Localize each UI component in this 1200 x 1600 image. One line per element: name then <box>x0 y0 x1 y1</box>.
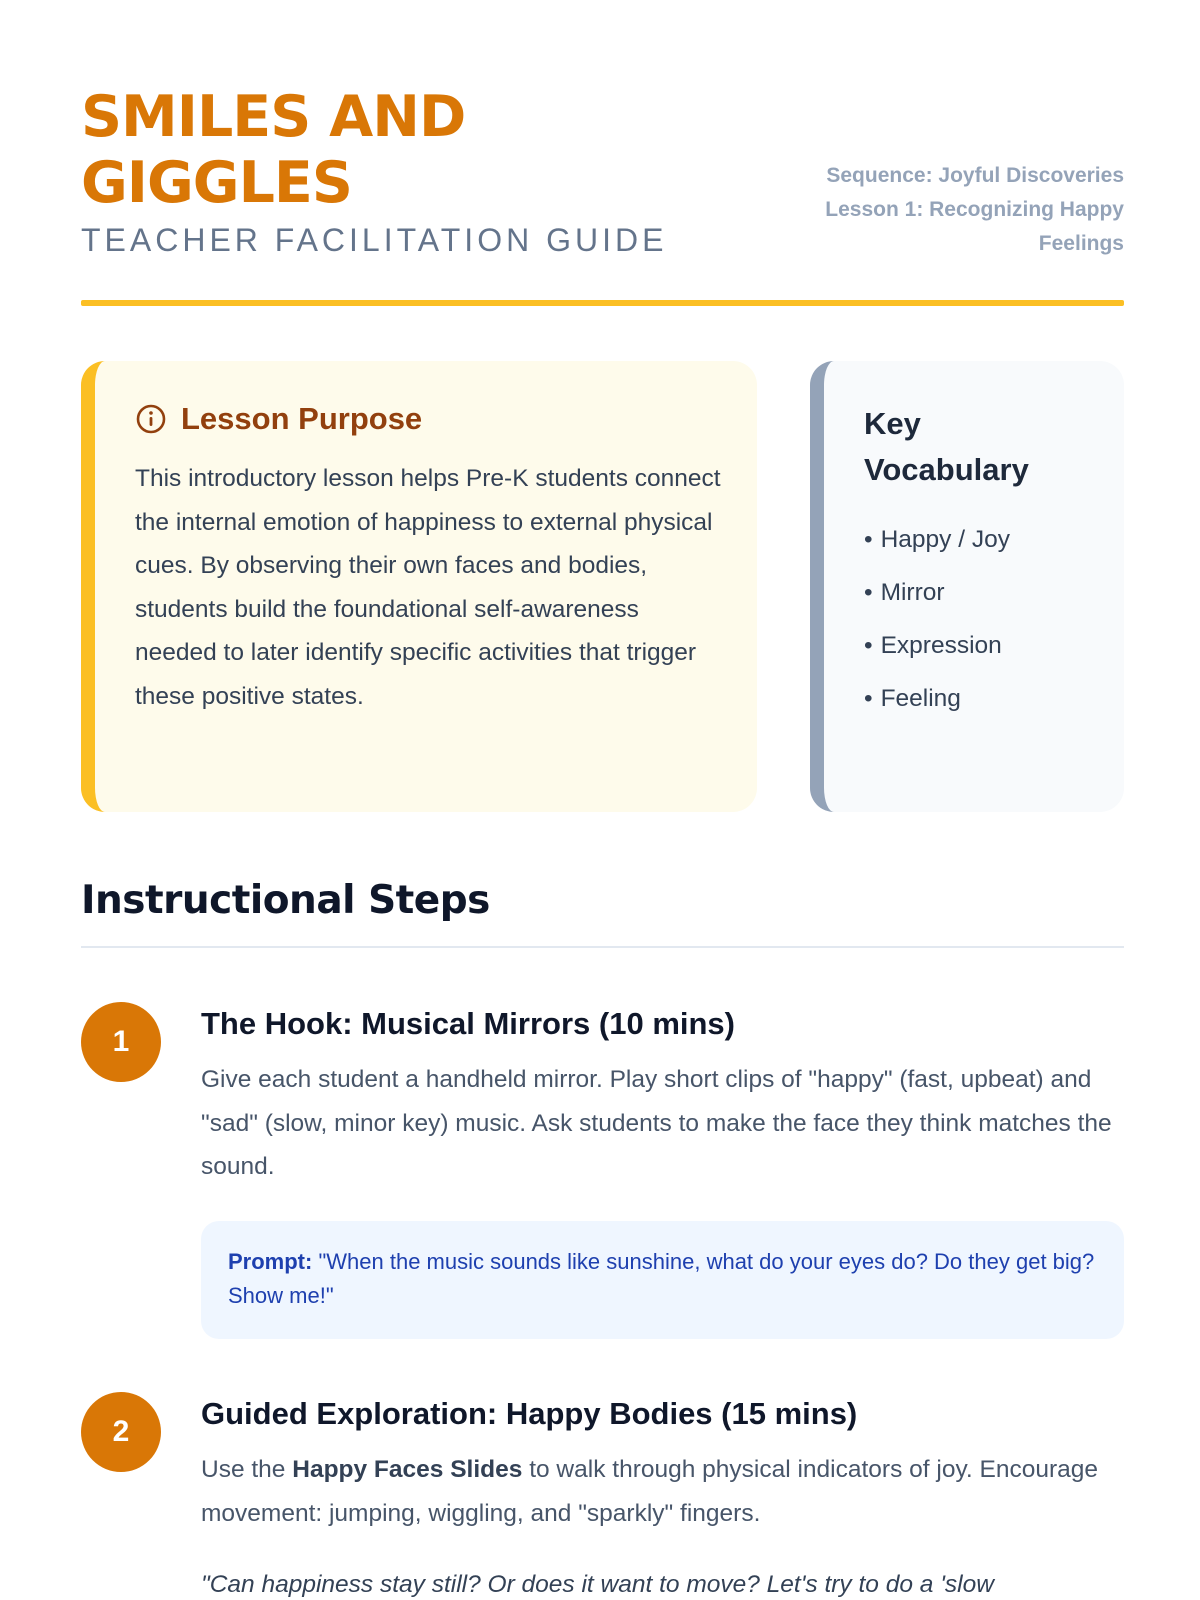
bullet-icon: • <box>864 685 873 712</box>
meta-sequence: Sequence: Joyful Discoveries <box>826 164 1124 187</box>
vocabulary-item <box>864 672 1104 725</box>
step-number-badge: 2 <box>81 1392 161 1472</box>
slides-reference: Happy Faces Slides <box>292 1456 523 1483</box>
page-title <box>81 84 681 216</box>
vocabulary-term: Happy / Joy <box>880 526 1010 553</box>
step-title: The Hook: Musical Mirrors (10 mins) <box>201 1006 735 1041</box>
prompt-label: Prompt: <box>228 1248 313 1274</box>
prompt-text: "When the music sounds like sunshine, what do your eyes do? Do they get big? Show me!" <box>228 1248 1095 1308</box>
vocabulary-list <box>864 513 1104 725</box>
meta-lesson: Lesson 1: Recognizing Happy <box>825 198 1124 221</box>
section-divider <box>81 946 1124 948</box>
step-body <box>201 1002 1124 1339</box>
vocabulary-term: Mirror <box>880 579 945 606</box>
lesson-purpose-card <box>81 361 757 812</box>
lesson-purpose-text: This introductory lesson helps Pre-K students connect the internal emotion of happiness to external physical cues. By observing their own faces and bodies, students build the foundational self-awareness needed to later identify specific activities that trigger these positive states. <box>135 465 721 710</box>
step-text-start: Use the <box>201 1456 293 1483</box>
vocabulary-term: Feeling <box>880 685 961 712</box>
step-description <box>201 1448 1124 1535</box>
vocabulary-item <box>864 513 1104 566</box>
bullet-icon: • <box>864 579 873 606</box>
key-vocabulary-card <box>810 361 1124 812</box>
step-text-end: to walk through physical indicators of joy. Encourage movement: jumping, wiggling, and "sparkly" fingers. <box>201 1456 1098 1527</box>
prompt-box <box>201 1221 1124 1339</box>
title-line-2: GIGGLES <box>81 150 352 216</box>
step-number-badge: 1 <box>81 1002 161 1082</box>
lesson-purpose-title: Lesson Purpose <box>181 401 423 436</box>
step-title: Guided Exploration: Happy Bodies (15 mins) <box>201 1396 858 1431</box>
lesson-meta <box>794 159 1124 261</box>
info-icon <box>135 403 167 435</box>
bullet-icon: • <box>864 632 873 659</box>
bullet-icon: • <box>864 526 873 553</box>
vocab-title-line-2: Vocabulary <box>864 452 1029 487</box>
vocabulary-item <box>864 566 1104 619</box>
lesson-purpose-header <box>135 401 721 437</box>
vocabulary-item <box>864 619 1104 672</box>
title-line-1: SMILES AND <box>81 84 466 150</box>
step-description: Give each student a handheld mirror. Play short clips of "happy" (fast, upbeat) and "sad" (slow, minor key) music. Ask students to make the face they think matches the sound. <box>201 1066 1112 1180</box>
header <box>81 84 1124 306</box>
meta-lesson-cont: Feelings <box>1038 232 1124 255</box>
teacher-quote: "Can happiness stay still? Or does it want to move? Let's try to do a 'slow <box>201 1571 994 1598</box>
instructional-steps-title: Instructional Steps <box>81 878 490 923</box>
vocab-title-line-1: Key <box>864 406 921 441</box>
header-divider <box>81 300 1124 306</box>
key-vocabulary-title <box>864 401 1104 493</box>
vocabulary-term: Expression <box>880 632 1002 659</box>
step-body <box>201 1392 1124 1600</box>
page-subtitle: TEACHER FACILITATION GUIDE <box>81 222 668 258</box>
